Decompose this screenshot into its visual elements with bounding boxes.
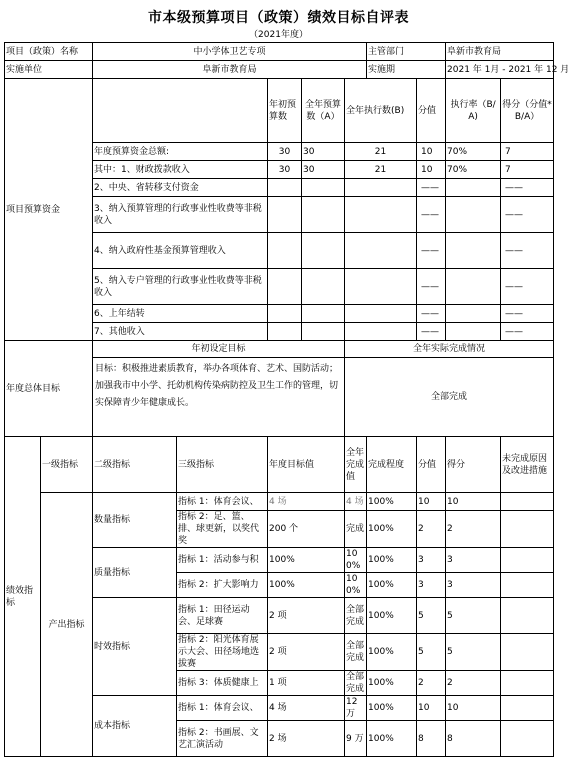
funds-row-rate bbox=[446, 179, 501, 197]
indicator-reason bbox=[501, 634, 554, 671]
indicator-actual: 100% bbox=[345, 573, 367, 598]
funds-row-initial bbox=[268, 269, 302, 305]
indicator-level3: 指标 1：活动参与积 bbox=[177, 548, 268, 573]
funds-row-label: 4、纳入政府性基金预算管理收入 bbox=[93, 233, 268, 269]
funds-header-score: 得分（分值*B/A） bbox=[501, 79, 554, 143]
funds-row-score: —— bbox=[501, 305, 554, 323]
funds-row-score-value: —— bbox=[417, 197, 446, 233]
indicator-target: 2 项 bbox=[268, 598, 345, 634]
indicator-reason bbox=[501, 493, 554, 511]
indicator-score-value: 5 bbox=[417, 634, 446, 671]
indicator-level2: 数量指标 bbox=[93, 493, 177, 548]
indicator-score-value: 3 bbox=[417, 573, 446, 598]
indicator-reason bbox=[501, 548, 554, 573]
indicator-score: 3 bbox=[446, 548, 501, 573]
funds-section-label: 项目预算资金 bbox=[5, 79, 93, 341]
funds-row-executed bbox=[345, 323, 417, 341]
goals-actual-header: 全年实际完成情况 bbox=[345, 341, 554, 358]
funds-row-score-value: —— bbox=[417, 233, 446, 269]
unit-value: 阜新市教育局 bbox=[93, 61, 367, 79]
funds-row-label: 其中：1、财政拨款收入 bbox=[93, 161, 268, 179]
dept-label: 主管部门 bbox=[367, 43, 446, 61]
indicator-reason bbox=[501, 696, 554, 721]
funds-header-rate: 执行率（B/A) bbox=[446, 79, 501, 143]
indicator-target: 4 场 bbox=[268, 696, 345, 721]
funds-row-score: —— bbox=[501, 179, 554, 197]
indicator-target: 2 场 bbox=[268, 721, 345, 757]
funds-row-label: 3、纳入预算管理的行政事业性收费等非税收入 bbox=[93, 197, 268, 233]
indicator-score: 3 bbox=[446, 573, 501, 598]
indicator-level3: 指标 2：扩大影响力 bbox=[177, 573, 268, 598]
indicator-score: 8 bbox=[446, 721, 501, 757]
project-row bbox=[5, 43, 554, 61]
funds-row-rate bbox=[446, 323, 501, 341]
project-label: 项目（政策）名称 bbox=[5, 43, 93, 61]
funds-row-score: 7 bbox=[501, 143, 554, 161]
funds-row-executed: 21 bbox=[345, 143, 417, 161]
funds-row-rate bbox=[446, 197, 501, 233]
indicator-header-level3: 三级指标 bbox=[177, 437, 268, 493]
funds-row-label: 5、纳入专户管理的行政事业性收费等非税收入 bbox=[93, 269, 268, 305]
indicator-level3: 指标 1：体育会议、 bbox=[177, 493, 268, 511]
indicator-header-reason: 未完成原因及改进措施 bbox=[501, 437, 554, 493]
indicator-target: 200 个 bbox=[268, 511, 345, 548]
indicator-reason bbox=[501, 511, 554, 548]
funds-row-initial: 30 bbox=[268, 161, 302, 179]
indicator-target: 4 场 bbox=[268, 493, 345, 511]
funds-row-rate bbox=[446, 233, 501, 269]
indicator-level2: 时效指标 bbox=[93, 598, 177, 696]
funds-row-score: —— bbox=[501, 233, 554, 269]
indicator-degree: 100% bbox=[367, 671, 417, 696]
funds-row-rate: 70% bbox=[446, 143, 501, 161]
indicator-header-target: 年度目标值 bbox=[268, 437, 345, 493]
funds-row-score: —— bbox=[501, 269, 554, 305]
funds-row-rate: 70% bbox=[446, 161, 501, 179]
indicator-score-value: 10 bbox=[417, 696, 446, 721]
indicator-actual: 4 场 bbox=[345, 493, 367, 511]
indicator-degree: 100% bbox=[367, 696, 417, 721]
indicator-level3: 指标 2：书画展、文艺汇演活动 bbox=[177, 721, 268, 757]
indicator-degree: 100% bbox=[367, 721, 417, 757]
indicator-score-value: 8 bbox=[417, 721, 446, 757]
indicator-header-degree: 完成程度 bbox=[367, 437, 417, 493]
indicator-reason bbox=[501, 598, 554, 634]
indicator-degree: 100% bbox=[367, 511, 417, 548]
goals-header-row bbox=[5, 341, 554, 358]
indicator-actual: 100% bbox=[345, 548, 367, 573]
funds-row-annual bbox=[302, 233, 345, 269]
funds-header-executed: 全年执行数(B) bbox=[345, 79, 417, 143]
indicator-header-level2: 二级指标 bbox=[93, 437, 177, 493]
indicator-target: 2 项 bbox=[268, 634, 345, 671]
indicator-score: 10 bbox=[446, 493, 501, 511]
indicator-level3: 指标 1：田径运动会、足球赛 bbox=[177, 598, 268, 634]
funds-row-executed bbox=[345, 197, 417, 233]
indicator-score: 10 bbox=[446, 696, 501, 721]
evaluation-table bbox=[4, 42, 569, 757]
funds-row-score-value: 10 bbox=[417, 143, 446, 161]
funds-row-score: 7 bbox=[501, 161, 554, 179]
funds-row-annual: 30 bbox=[302, 143, 345, 161]
funds-row-initial bbox=[268, 323, 302, 341]
indicator-section-label: 绩效指标 bbox=[5, 437, 41, 757]
form-year: （2021年度） bbox=[249, 30, 308, 40]
indicator-score: 2 bbox=[446, 671, 501, 696]
indicator-reason bbox=[501, 573, 554, 598]
funds-row-annual bbox=[302, 323, 345, 341]
indicator-score-value: 2 bbox=[417, 671, 446, 696]
funds-row-initial bbox=[268, 305, 302, 323]
funds-row-rate bbox=[446, 269, 501, 305]
goals-initial-text: 目标：积极推进素质教育，举办各项体育、艺术、国防活动；加强我市中小学、托幼机构传染病防控及卫生工作的管理，切实保障青少年健康成长。 bbox=[93, 358, 345, 437]
unit-row bbox=[5, 61, 554, 79]
goals-section-label: 年度总体目标 bbox=[5, 341, 93, 437]
indicator-level3: 指标 2：阳光体育展示大会、田径场地选拔赛 bbox=[177, 634, 268, 671]
indicator-target: 100% bbox=[268, 548, 345, 573]
funds-row-initial bbox=[268, 179, 302, 197]
funds-row-executed: 21 bbox=[345, 161, 417, 179]
indicator-actual: 12 万 bbox=[345, 696, 367, 721]
indicator-actual: 完成 bbox=[345, 511, 367, 548]
funds-header-initial: 年初预算数 bbox=[268, 79, 302, 143]
indicator-score-value: 2 bbox=[417, 511, 446, 548]
funds-row-score-value: —— bbox=[417, 323, 446, 341]
funds-row-score: —— bbox=[501, 197, 554, 233]
indicator-header-score: 得分 bbox=[446, 437, 501, 493]
project-value: 中小学体卫艺专项 bbox=[93, 43, 367, 61]
funds-row-executed bbox=[345, 269, 417, 305]
indicator-target: 100% bbox=[268, 573, 345, 598]
funds-header-score-value: 分值 bbox=[417, 79, 446, 143]
funds-row-initial: 30 bbox=[268, 143, 302, 161]
indicator-header-row bbox=[5, 437, 554, 493]
funds-row-annual bbox=[302, 197, 345, 233]
funds-row-score-value: 10 bbox=[417, 161, 446, 179]
goals-actual-text: 全部完成 bbox=[345, 358, 554, 437]
indicator-score: 5 bbox=[446, 598, 501, 634]
funds-row-annual bbox=[302, 179, 345, 197]
indicator-score-value: 10 bbox=[417, 493, 446, 511]
funds-row-annual bbox=[302, 269, 345, 305]
indicator-level3: 指标 1：体育会议、 bbox=[177, 696, 268, 721]
output-indicator-label: 产出指标 bbox=[41, 493, 93, 757]
indicator-header-score-value: 分值 bbox=[417, 437, 446, 493]
indicator-score-value: 5 bbox=[417, 598, 446, 634]
indicator-level2: 质量指标 bbox=[93, 548, 177, 598]
funds-row-label: 年度预算资金总额: bbox=[93, 143, 268, 161]
funds-row-score-value: —— bbox=[417, 269, 446, 305]
indicator-actual: 全部完成 bbox=[345, 634, 367, 671]
funds-row-initial bbox=[268, 233, 302, 269]
funds-row-executed bbox=[345, 305, 417, 323]
indicator-degree: 100% bbox=[367, 548, 417, 573]
period-value: 2021 年 1月 - 2021 年 12 月 bbox=[446, 61, 554, 79]
funds-row-annual: 30 bbox=[302, 161, 345, 179]
indicator-degree: 100% bbox=[367, 598, 417, 634]
indicator-target: 1 项 bbox=[268, 671, 345, 696]
indicator-header-level1: 一级指标 bbox=[41, 437, 93, 493]
funds-row-annual bbox=[302, 305, 345, 323]
indicator-degree: 100% bbox=[367, 573, 417, 598]
indicator-score: 5 bbox=[446, 634, 501, 671]
funds-row-score-value: —— bbox=[417, 305, 446, 323]
funds-row-label: 6、上年结转 bbox=[93, 305, 268, 323]
dept-value: 阜新市教育局 bbox=[446, 43, 554, 61]
funds-row-rate bbox=[446, 305, 501, 323]
indicator-level3: 指标 3：体质健康上 bbox=[177, 671, 268, 696]
indicator-score-value: 3 bbox=[417, 548, 446, 573]
unit-label: 实施单位 bbox=[5, 61, 93, 79]
funds-row-executed bbox=[345, 233, 417, 269]
form-title: 市本级预算项目（政策）绩效目标自评表 bbox=[148, 10, 409, 26]
indicator-degree: 100% bbox=[367, 634, 417, 671]
funds-header-row bbox=[5, 79, 554, 143]
indicator-row bbox=[5, 493, 554, 511]
indicator-degree: 100% bbox=[367, 493, 417, 511]
funds-row-label: 2、中央、省转移支付资金 bbox=[93, 179, 268, 197]
indicator-reason bbox=[501, 721, 554, 757]
indicator-actual: 9 万 bbox=[345, 721, 367, 757]
indicator-actual: 全部完成 bbox=[345, 671, 367, 696]
indicator-score: 2 bbox=[446, 511, 501, 548]
indicator-header-actual: 全年完成值 bbox=[345, 437, 367, 493]
period-label: 实施期 bbox=[367, 61, 446, 79]
indicator-level3: 指标 2：足、篮、排、球更新，以奖代奖 bbox=[177, 511, 268, 548]
indicator-level2: 成本指标 bbox=[93, 696, 177, 757]
funds-header-blank bbox=[93, 79, 268, 143]
funds-row-score-value: —— bbox=[417, 179, 446, 197]
goals-initial-header: 年初设定目标 bbox=[93, 341, 345, 358]
funds-row-label: 7、其他收入 bbox=[93, 323, 268, 341]
indicator-actual: 全部完成 bbox=[345, 598, 367, 634]
funds-row-executed bbox=[345, 179, 417, 197]
indicator-reason bbox=[501, 671, 554, 696]
funds-header-annual: 全年预算数（A） bbox=[302, 79, 345, 143]
funds-row-score: —— bbox=[501, 323, 554, 341]
funds-row-initial bbox=[268, 197, 302, 233]
